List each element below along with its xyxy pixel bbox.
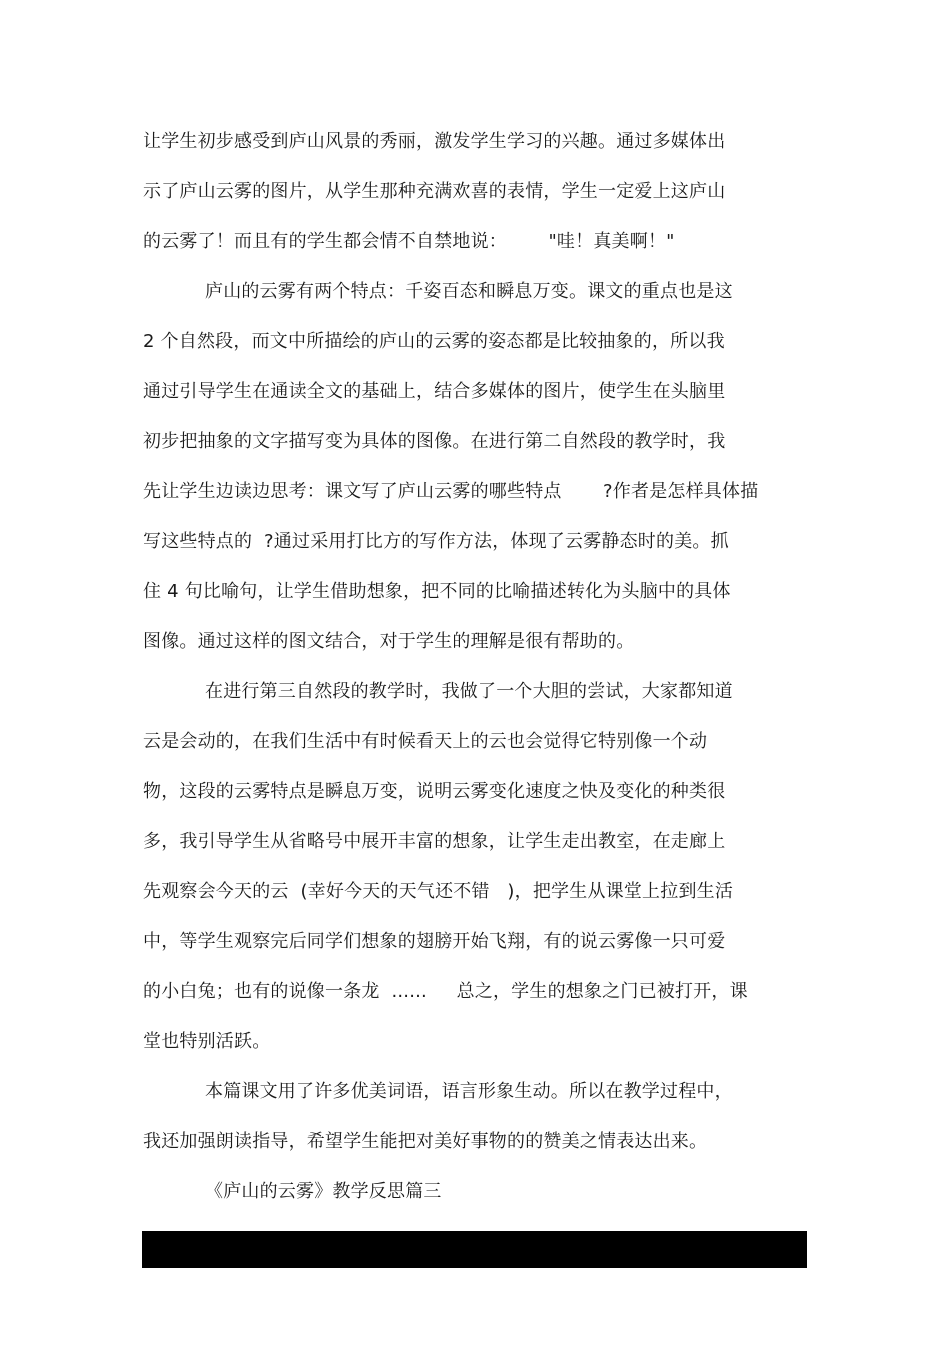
text-line-3: 的云雾了！而且有的学生都会情不自禁地说： "哇！真美啊！" [143, 231, 675, 252]
text-line-4: 庐山的云雾有两个特点：千姿百态和瞬息万变。课文的重点也是这 [205, 281, 733, 302]
text-line-17: 中，等学生观察完后同学们想象的翅膀开始飞翔，有的说云雾像一只可爱 [143, 931, 726, 952]
text-line-8: 先让学生边读边思考：课文写了庐山云雾的哪些特点 ?作者是怎样具体描 [143, 481, 759, 502]
text-line-16: 先观察会今天的云 (幸好今天的天气还不错 )，把学生从课堂上拉到生活 [143, 881, 734, 902]
text-line-18: 的小白兔；也有的说像一条龙 ...... 总之，学生的想象之门已被打开，课 [143, 981, 748, 1002]
text-line-13: 云是会动的，在我们生活中有时候看天上的云也会觉得它特别像一个动 [143, 731, 708, 752]
text-line-15: 多，我引导学生从省略号中展开丰富的想象，让学生走出教室，在走廊上 [143, 831, 726, 852]
text-line-6: 通过引导学生在通读全文的基础上，结合多媒体的图片，使学生在头脑里 [143, 381, 726, 402]
text-line-7: 初步把抽象的文字描写变为具体的图像。在进行第二自然段的教学时，我 [143, 431, 726, 452]
text-line-2: 示了庐山云雾的图片，从学生那种充满欢喜的表情，学生一定爱上这庐山 [143, 181, 726, 202]
text-line-5: 2 个自然段，而文中所描绘的庐山的云雾的姿态都是比较抽象的，所以我 [143, 331, 725, 352]
text-line-10: 住 4 句比喻句，让学生借助想象，把不同的比喻描述转化为头脑中的具体 [143, 581, 731, 602]
text-line-14: 物，这段的云雾特点是瞬息万变，说明云雾变化速度之快及变化的种类很 [143, 781, 726, 802]
text-line-21: 我还加强朗读指导，希望学生能把对美好事物的的赞美之情表达出来。 [143, 1131, 708, 1152]
text-line-12: 在进行第三自然段的教学时，我做了一个大胆的尝试，大家都知道 [205, 681, 733, 702]
text-line-9: 写这些特点的 ?通过采用打比方的写作方法，体现了云雾静态时的美。抓 [143, 531, 729, 552]
redaction-bar [142, 1231, 807, 1268]
text-line-20: 本篇课文用了许多优美词语，语言形象生动。所以在教学过程中， [205, 1081, 733, 1102]
text-line-1: 让学生初步感受到庐山风景的秀丽，激发学生学习的兴趣。通过多媒体出 [143, 131, 726, 152]
section-heading: 《庐山的云雾》教学反思篇三 [205, 1181, 442, 1202]
text-line-19: 堂也特别活跃。 [143, 1031, 271, 1052]
text-line-11: 图像。通过这样的图文结合，对于学生的理解是很有帮助的。 [143, 631, 635, 652]
